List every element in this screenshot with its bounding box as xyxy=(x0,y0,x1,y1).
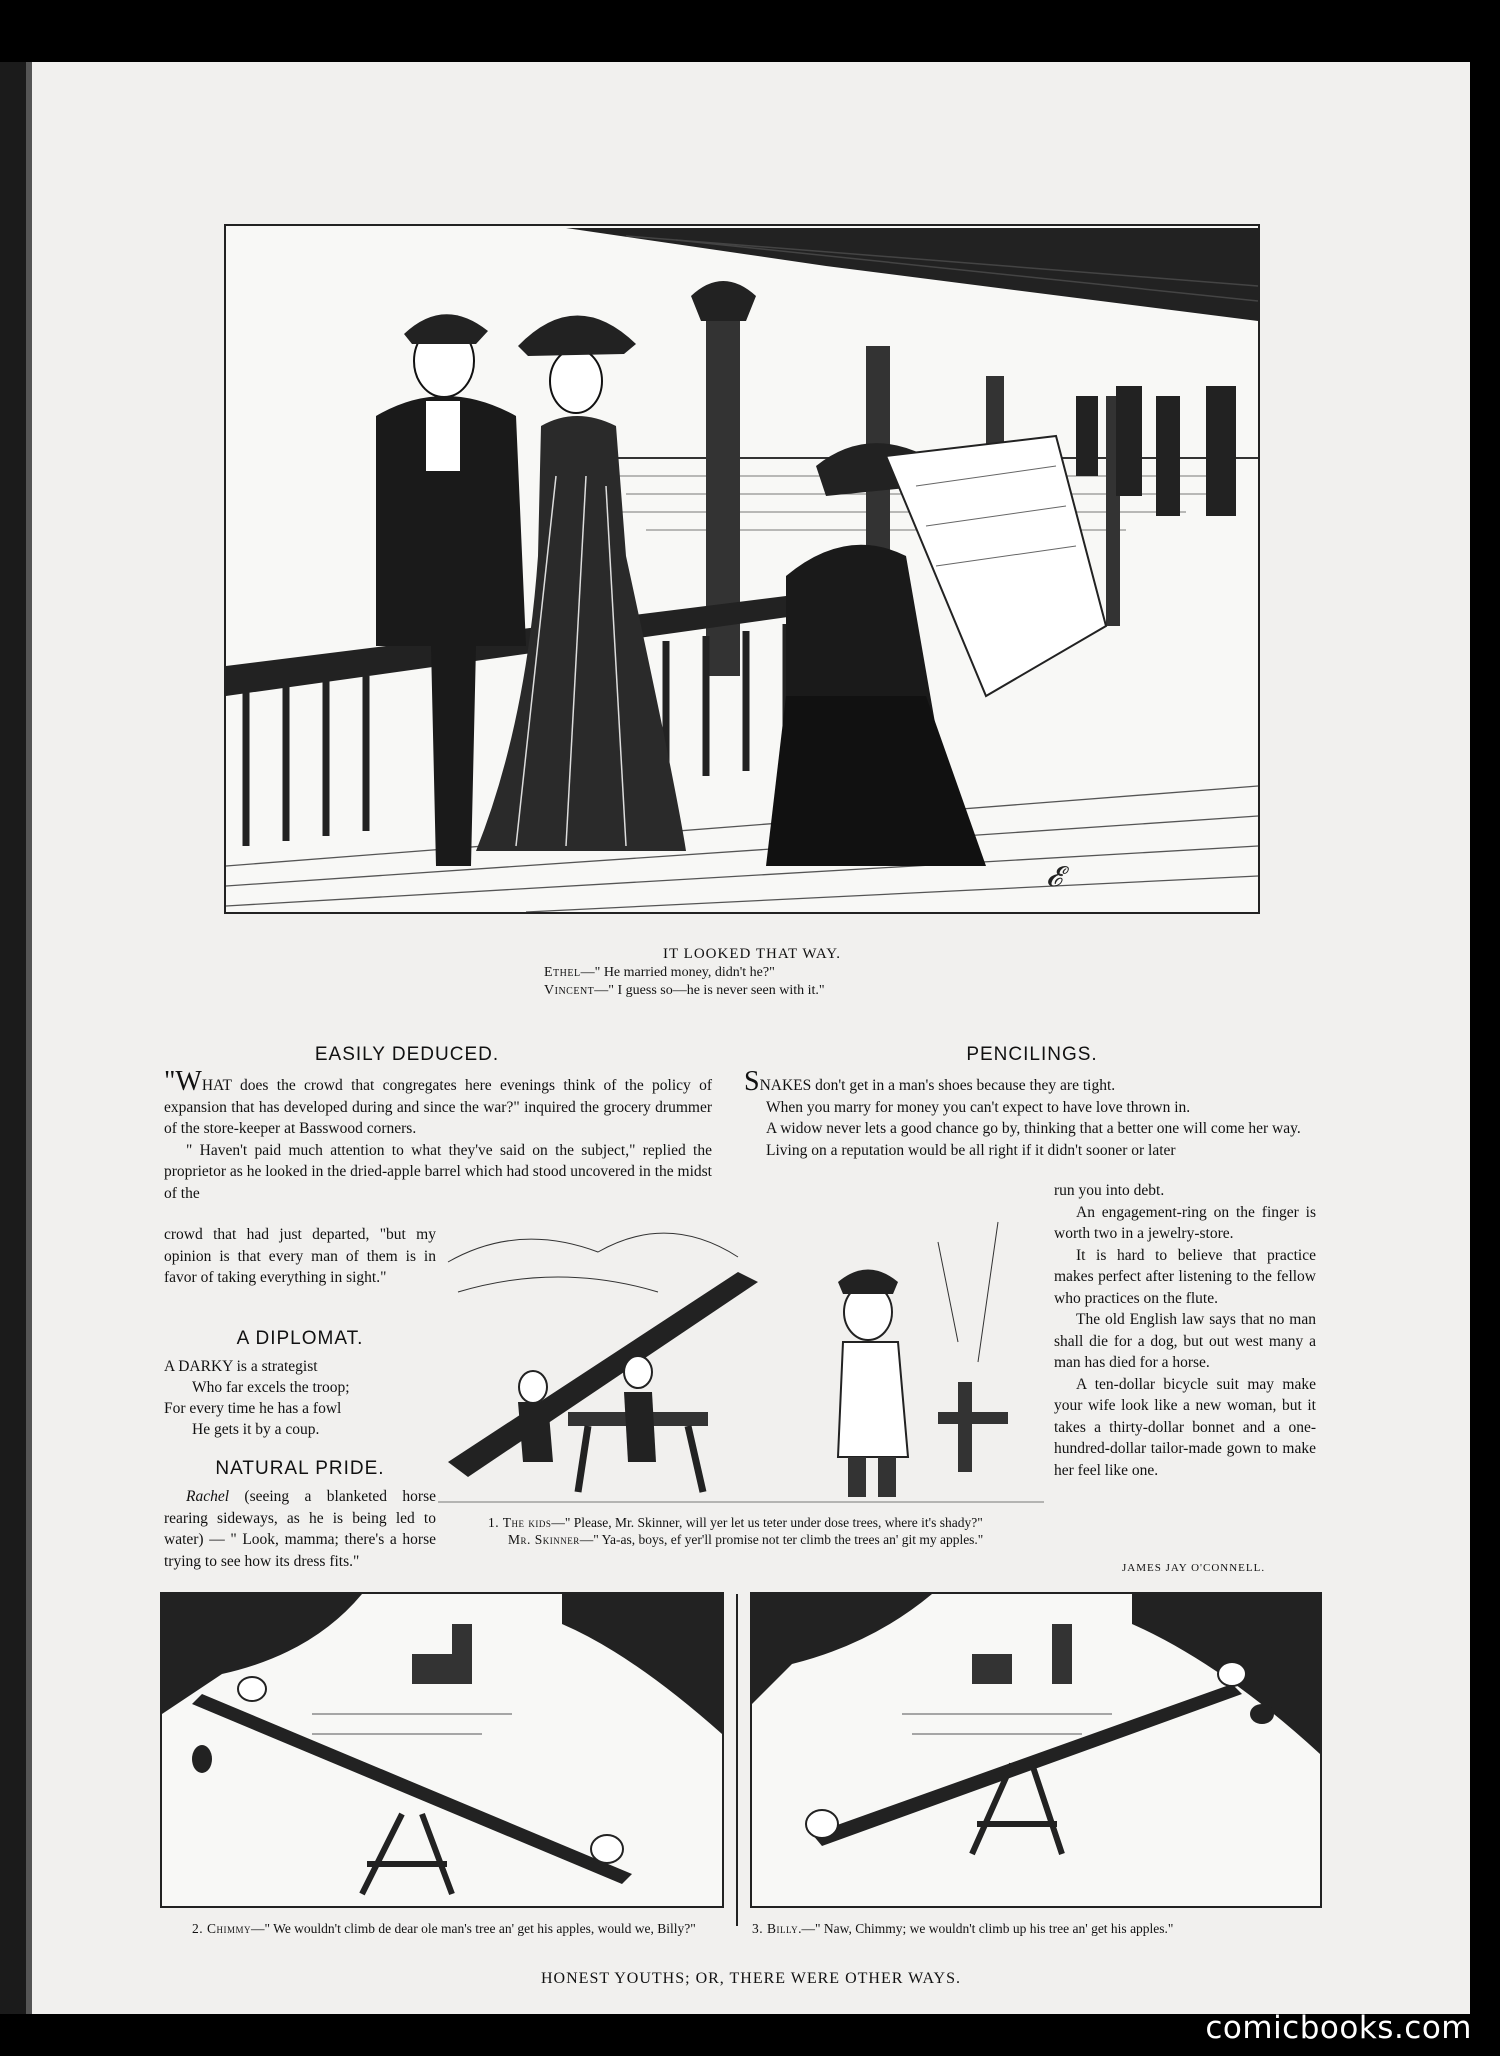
pencilings-dropcap: S xyxy=(744,1066,760,1097)
vincent-line: —" I guess so—he is never seen with it." xyxy=(594,983,825,998)
panel-1-label: 1. The kids xyxy=(488,1515,552,1530)
veranda-illustration xyxy=(224,224,1260,914)
natural-pride-heading: NATURAL PRIDE. xyxy=(215,1458,385,1479)
top-cartoon-title: IT LOOKED THAT WAY. xyxy=(663,946,841,962)
panel-3-caption xyxy=(752,1920,1332,1937)
magazine-page xyxy=(26,62,1470,2014)
panel-2-illustration xyxy=(160,1592,724,1908)
speaker-vincent: Vincent xyxy=(544,983,595,998)
panel-3-text: .—" Naw, Chimmy; we wouldn't climb up his tree an' get his apples." xyxy=(798,1921,1174,1936)
binding-edge xyxy=(0,62,26,2014)
svg-text:𝓔: 𝓔 xyxy=(1046,862,1063,893)
easily-deduced-p2b: crowd that had just departed, "but my opinion is that every man of them is in favor of taking everything in sight." xyxy=(164,1226,436,1286)
speaker-ethel: Ethel xyxy=(544,965,581,980)
easily-deduced-heading: EASILY DEDUCED. xyxy=(314,1044,500,1065)
pencilings-p4a: Living on a reputation would be all right if it didn't sooner or later xyxy=(766,1141,1176,1159)
poem-line: A DARKY is a strategist xyxy=(164,1358,318,1375)
pencilings-p3: A widow never lets a good chance go by, thinking that a better one will come her way. xyxy=(766,1120,1301,1137)
pencilings-heading: PENCILINGS. xyxy=(966,1044,1098,1065)
veranda-drawing xyxy=(226,226,1258,912)
ethel-line: —" He married money, didn't he?" xyxy=(580,965,775,980)
panel-2-label: 2. Chimmy xyxy=(192,1921,252,1936)
pencilings-body xyxy=(744,1066,1316,1161)
strip-title: HONEST YOUTHS; OR, THERE WERE OTHER WAYS. xyxy=(541,1970,961,1987)
panel-1-caption xyxy=(488,1514,1048,1548)
pencilings-p4b: run you into debt. xyxy=(1054,1182,1165,1199)
site-watermark: comicbooks.com xyxy=(1205,2010,1472,2046)
natural-pride-text: (seeing a blanketed horse rearing sideways, as he is being led to water) — " Look, mamma; there's a horse trying to see how its dress fits." xyxy=(164,1488,436,1570)
diplomat-poem xyxy=(164,1356,436,1440)
easily-deduced-p2a: " Haven't paid much attention to what they've said on the subject," replied the proprietor as he looked in the dried-apple barrel which had stood uncovered in the midst of the xyxy=(164,1141,712,1202)
panel-2-caption xyxy=(192,1920,732,1937)
panel-3-illustration xyxy=(750,1592,1322,1908)
pencilings-p5: An engagement-ring on the finger is worth two in a jewelry-store. xyxy=(1054,1203,1316,1242)
easily-deduced-continued xyxy=(164,1224,436,1289)
strip-divider xyxy=(736,1594,738,1926)
panel-1-label-2: Mr. Skinner xyxy=(508,1532,580,1547)
panel-1-text: —" Please, Mr. Skinner, will yer let us teter under dose trees, where it's shady?" xyxy=(551,1515,983,1530)
speaker-rachel: Rachel xyxy=(186,1488,230,1505)
panel-2-text: —" We wouldn't climb de dear ole man's tree an' get his apples, would we, Billy?" xyxy=(251,1921,696,1936)
diplomat-heading: A DIPLOMAT. xyxy=(236,1328,364,1349)
chimmy-seesaw-drawing xyxy=(162,1594,722,1906)
natural-pride-body xyxy=(164,1486,436,1572)
panel-3-label: 3. Billy xyxy=(752,1921,799,1936)
teeter-kids-drawing xyxy=(438,1202,1044,1512)
panel-1-illustration xyxy=(438,1202,1044,1512)
easily-deduced-body xyxy=(164,1066,712,1204)
poem-line: For every time he has a fowl xyxy=(164,1400,342,1417)
poem-line: Who far excels the troop; xyxy=(192,1379,350,1396)
pencilings-byline: JAMES JAY O'CONNELL. xyxy=(1122,1562,1266,1574)
pencilings-p8: A ten-dollar bicycle suit may make your wife look like a new woman, but it takes a thirty-dollar bonnet and a one-hundred-dollar tailor-made gown to make her feel like one. xyxy=(1054,1375,1316,1479)
top-cartoon-dialogue xyxy=(544,964,1014,1000)
billy-seesaw-drawing xyxy=(752,1594,1320,1906)
pencilings-p6: It is hard to believe that practice makes perfect after listening to the fellow who practices on the flute. xyxy=(1054,1246,1316,1307)
pencilings-p2: When you marry for money you can't expect to have love thrown in. xyxy=(766,1098,1191,1116)
pencilings-p1: NAKES don't get in a man's shoes because they are tight. xyxy=(759,1077,1116,1094)
poem-line: He gets it by a coup. xyxy=(192,1421,320,1438)
pencilings-p7: The old English law says that no man shall die for a dog, but out west many a man has died for a horse. xyxy=(1054,1311,1316,1371)
pencilings-narrow-column xyxy=(1054,1180,1316,1481)
panel-1-text-2: —" Ya-as, boys, ef yer'll promise not ter climb the trees an' git my apples." xyxy=(579,1532,984,1547)
easily-deduced-p1: HAT does the crowd that congregates here evenings think of the policy of expansion that has developed during and since the war?" inquired the grocery drummer of the store-keeper at Basswood corners. xyxy=(164,1077,712,1137)
easily-deduced-dropcap: "W xyxy=(164,1066,202,1097)
